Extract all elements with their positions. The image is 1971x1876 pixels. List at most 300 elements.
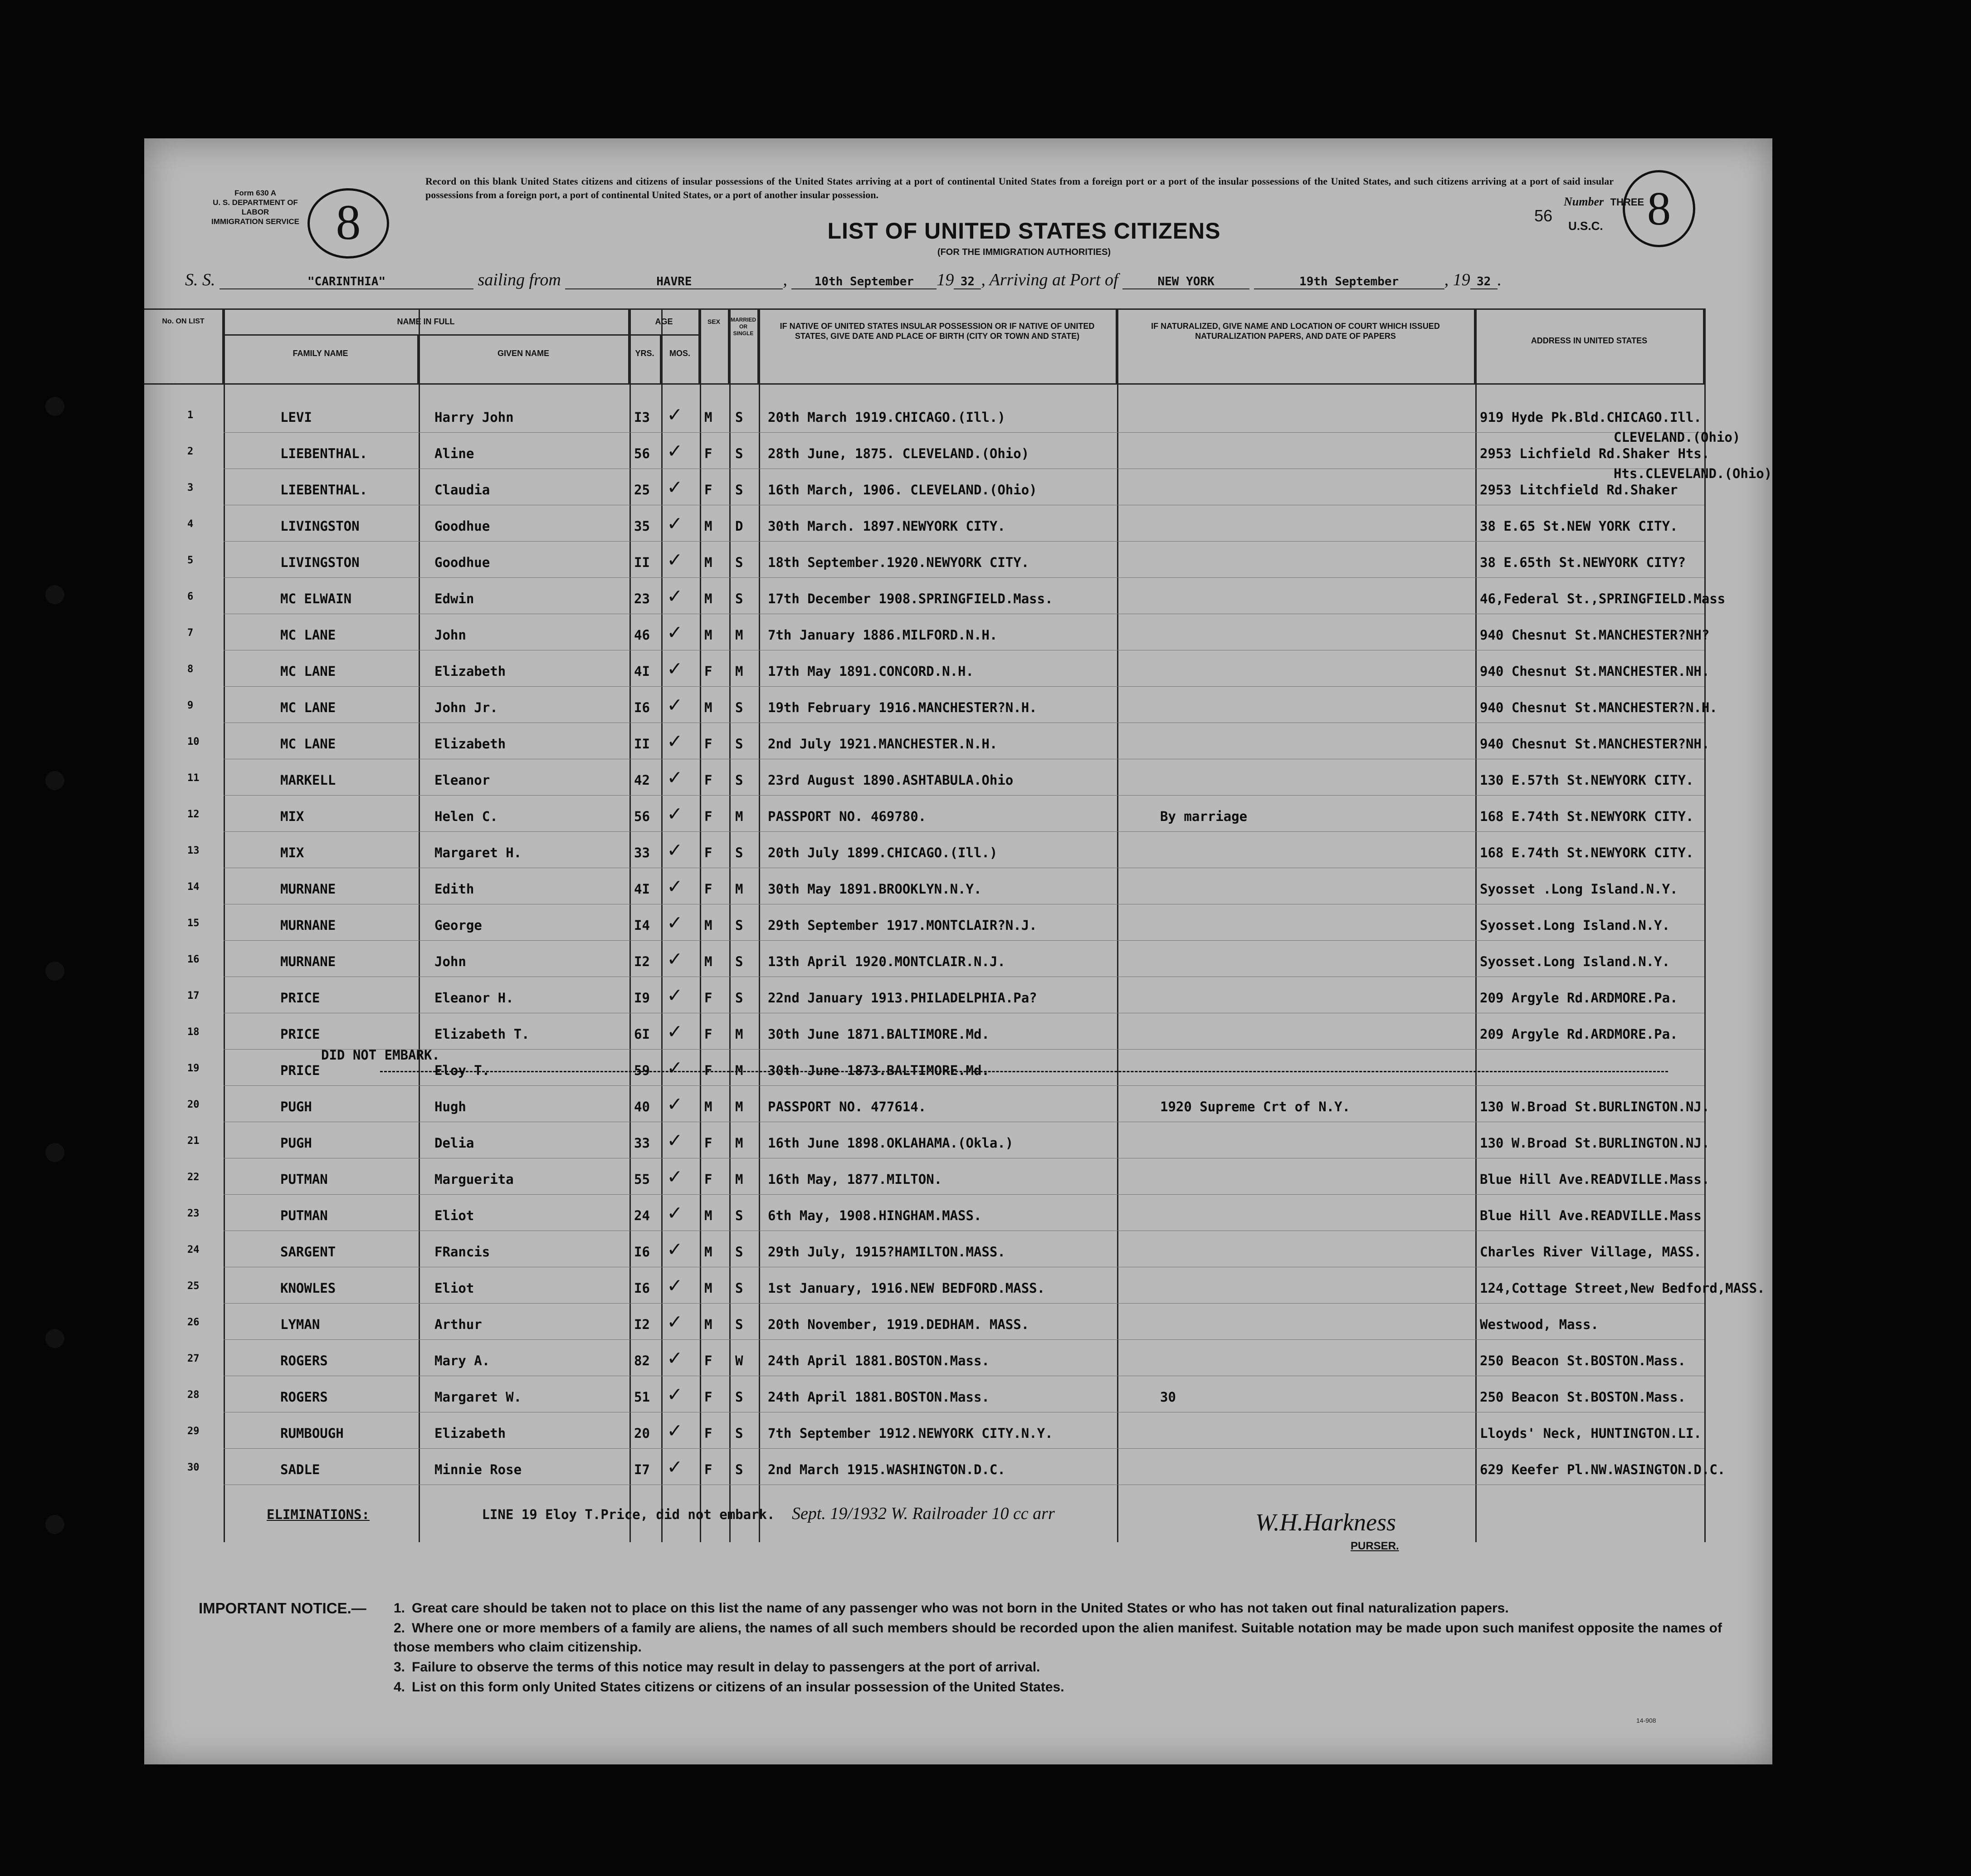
row-rule — [224, 795, 1704, 796]
table-row — [144, 506, 1772, 542]
row-number: 30 — [187, 1462, 200, 1473]
sex: M — [704, 1244, 712, 1260]
marital-status: S — [735, 410, 743, 425]
marital-status: S — [735, 482, 743, 498]
given-name: Helen C. — [434, 809, 498, 824]
form-number: 14-908 — [1636, 1717, 1656, 1724]
check-mark-icon: ✓ — [668, 1127, 681, 1153]
check-mark-icon: ✓ — [668, 1454, 681, 1479]
row-number: 20 — [187, 1099, 200, 1110]
family-name: LIEBENTHAL. — [280, 482, 368, 498]
address: Syosset.Long Island.N.Y. — [1480, 918, 1670, 933]
age-years: I2 — [634, 1317, 650, 1332]
table-row — [144, 832, 1772, 869]
table-row — [144, 905, 1772, 941]
marital-status: M — [735, 1099, 743, 1114]
col-header-address: ADDRESS IN UNITED STATES — [1475, 308, 1704, 383]
given-name: Eleanor H. — [434, 990, 514, 1006]
birth-info: 20th November, 1919.DEDHAM. MASS. — [768, 1317, 1029, 1332]
col-header-married: MARRIED OR SINGLE — [729, 308, 759, 383]
address: Westwood, Mass. — [1480, 1317, 1599, 1332]
family-name: PRICE — [280, 1063, 320, 1078]
row-number: 5 — [187, 555, 194, 566]
given-name: Mary A. — [434, 1353, 490, 1368]
birth-info: 30th June 1873.BALTIMORE.Md. — [768, 1063, 990, 1078]
marital-status: S — [735, 700, 743, 715]
birth-info: 6th May, 1908.HINGHAM.MASS. — [768, 1208, 982, 1223]
sex: M — [704, 1280, 712, 1296]
eliminations-line — [267, 1504, 1718, 1524]
marital-status: S — [735, 1208, 743, 1223]
birth-info: 17th May 1891.CONCORD.N.H. — [768, 664, 974, 679]
sex: F — [704, 809, 712, 824]
sex: M — [704, 410, 712, 425]
family-name: MC ELWAIN — [280, 591, 352, 606]
birth-info: 7th September 1912.NEWYORK CITY.N.Y. — [768, 1426, 1053, 1441]
sex: F — [704, 1135, 712, 1151]
depart-year: 32 — [954, 275, 981, 289]
marital-status: S — [735, 990, 743, 1006]
row-number: 29 — [187, 1426, 200, 1437]
col-header-given: GIVEN NAME — [419, 336, 629, 383]
age-years: 56 — [634, 446, 650, 461]
given-name: Eloy T. — [434, 1063, 490, 1078]
table-row — [144, 542, 1772, 578]
given-name: Delia — [434, 1135, 474, 1151]
sex: M — [704, 627, 712, 643]
row-rule — [224, 1194, 1704, 1195]
sex: M — [704, 518, 712, 534]
birth-info: PASSPORT NO. 477614. — [768, 1099, 927, 1114]
naturalization: 30 — [1160, 1389, 1176, 1405]
marital-status: S — [735, 555, 743, 570]
sex: F — [704, 772, 712, 788]
check-mark-icon: ✓ — [668, 982, 681, 1007]
row-rule — [224, 686, 1704, 687]
address: 940 Chesnut St.MANCHESTER?N.H. — [1480, 700, 1717, 715]
birth-info: 30th June 1871.BALTIMORE.Md. — [768, 1026, 990, 1042]
depart-year-prefix: 19 — [937, 270, 954, 289]
table-row — [144, 1047, 1772, 1086]
age-years: 6I — [634, 1026, 650, 1042]
birth-info: PASSPORT NO. 469780. — [768, 809, 927, 824]
table-row — [144, 1304, 1772, 1340]
address: 940 Chesnut St.MANCHESTER?NH. — [1480, 736, 1710, 752]
purser-label: PURSER. — [1351, 1540, 1399, 1552]
sex: F — [704, 1063, 712, 1078]
sex: F — [704, 446, 712, 461]
table-row — [144, 977, 1772, 1014]
marital-status: M — [735, 881, 743, 897]
notice-item: 2. Where one or more members of a family are aliens, the names of all such members should be recorded upon the alien manifest. Suitable notation may be made upon such manifest opposite the names of those members who claim citizenship. — [394, 1621, 1722, 1655]
age-years: 4I — [634, 881, 650, 897]
birth-info: 30th May 1891.BROOKLYN.N.Y. — [768, 881, 982, 897]
given-name: FRancis — [434, 1244, 490, 1260]
eliminations-label: ELIMINATIONS: — [267, 1507, 370, 1522]
given-name: Margaret H. — [434, 845, 522, 860]
sex: F — [704, 1172, 712, 1187]
family-name: MC LANE — [280, 736, 336, 752]
address: 2953 Litchfield Rd.Shaker — [1480, 482, 1678, 498]
birth-info: 20th July 1899.CHICAGO.(Ill.) — [768, 845, 998, 860]
age-years: II — [634, 555, 650, 570]
sex: M — [704, 1317, 712, 1332]
check-mark-icon: ✓ — [668, 547, 681, 572]
row-number: 16 — [187, 954, 200, 965]
marital-status: M — [735, 1026, 743, 1042]
birth-info: 7th January 1886.MILFORD.N.H. — [768, 627, 998, 643]
age-years: I3 — [634, 410, 650, 425]
row-number: 9 — [187, 700, 194, 711]
address: Blue Hill Ave.READVILLE.Mass. — [1480, 1172, 1710, 1187]
age-years: 40 — [634, 1099, 650, 1114]
row-number: 14 — [187, 881, 200, 893]
table-row — [144, 615, 1772, 651]
row-number: 10 — [187, 736, 200, 747]
address: 168 E.74th St.NEWYORK CITY. — [1480, 809, 1694, 824]
address: 940 Chesnut St.MANCHESTER.NH. — [1480, 664, 1710, 679]
check-mark-icon: ✓ — [668, 873, 681, 899]
ship-name: "CARINTHIA" — [220, 275, 473, 289]
sex: F — [704, 881, 712, 897]
row-rule — [224, 1303, 1704, 1304]
sex: M — [704, 700, 712, 715]
given-name: Claudia — [434, 482, 490, 498]
row-number: 24 — [187, 1244, 200, 1256]
family-name: MURNANE — [280, 881, 336, 897]
row-note: DID NOT EMBARK. — [321, 1047, 440, 1063]
row-number: 27 — [187, 1353, 200, 1364]
address: 629 Keefer Pl.NW.WASINGTON.D.C. — [1480, 1462, 1726, 1477]
row-number: 19 — [187, 1063, 200, 1074]
address: Syosset.Long Island.N.Y. — [1480, 954, 1670, 969]
family-name: PUTMAN — [280, 1208, 328, 1223]
birth-info: 28th June, 1875. CLEVELAND.(Ohio) — [768, 446, 1029, 461]
address: 130 W.Broad St.BURLINGTON.NJ. — [1480, 1099, 1710, 1114]
arrive-year: 32 — [1470, 275, 1498, 289]
table-row — [144, 1086, 1772, 1123]
row-rule — [224, 1339, 1704, 1340]
marital-status: M — [735, 1135, 743, 1151]
birth-info: 16th March, 1906. CLEVELAND.(Ohio) — [768, 482, 1037, 498]
page-number: 56 — [1534, 206, 1553, 225]
family-name: SARGENT — [280, 1244, 336, 1260]
check-mark-icon: ✓ — [668, 1345, 681, 1370]
family-name: RUMBOUGH — [280, 1426, 344, 1441]
table-row — [144, 796, 1772, 832]
given-name: Margaret W. — [434, 1389, 522, 1405]
age-years: 56 — [634, 809, 650, 824]
age-years: I6 — [634, 1244, 650, 1260]
family-name: MURNANE — [280, 918, 336, 933]
table-row — [144, 397, 1772, 433]
check-mark-icon: ✓ — [668, 946, 681, 971]
address: Charles River Village, MASS. — [1480, 1244, 1702, 1260]
strike-through-line — [380, 1071, 1668, 1072]
marital-status: S — [735, 1244, 743, 1260]
family-name: MC LANE — [280, 627, 336, 643]
row-number: 17 — [187, 990, 200, 1002]
col-header-yrs: YRS. — [629, 336, 661, 383]
binder-hole — [45, 585, 64, 604]
given-name: Goodhue — [434, 555, 490, 570]
header-bottom-rule — [144, 383, 1704, 385]
check-mark-icon: ✓ — [668, 1417, 681, 1443]
family-name: LIVINGSTON — [280, 555, 360, 570]
family-name: MARKELL — [280, 772, 336, 788]
naturalization: By marriage — [1160, 809, 1248, 824]
row-rule — [224, 1448, 1704, 1449]
notice-item: 4. List on this form only United States citizens or citizens of an insular possession of the United States. — [394, 1680, 1064, 1695]
family-name: LIEBENTHAL. — [280, 446, 368, 461]
given-name: Eleanor — [434, 772, 490, 788]
manifest-sheet — [144, 138, 1772, 1764]
row-number: 12 — [187, 809, 200, 820]
sex: M — [704, 954, 712, 969]
arrive-year-prefix: 19 — [1453, 270, 1470, 289]
birth-info: 29th September 1917.MONTCLAIR?N.J. — [768, 918, 1037, 933]
marital-status: M — [735, 664, 743, 679]
check-mark-icon: ✓ — [668, 583, 681, 608]
birth-info: 20th March 1919.CHICAGO.(Ill.) — [768, 410, 1005, 425]
table-row — [144, 1014, 1772, 1050]
row-number: 28 — [187, 1389, 200, 1401]
col-header-name-in-full: NAME IN FULL — [224, 308, 629, 336]
age-years: 42 — [634, 772, 650, 788]
notice-lead: IMPORTANT NOTICE.— — [199, 1600, 366, 1617]
birth-info: 19th February 1916.MANCHESTER?N.H. — [768, 700, 1037, 715]
circled-number-right: 8 — [1623, 170, 1695, 247]
family-name: MIX — [280, 809, 304, 824]
notice-item: 3. Failure to observe the terms of this notice may result in delay to passengers at the port of arrival. — [394, 1660, 1040, 1675]
given-name: Eliot — [434, 1208, 474, 1223]
family-name: LEVI — [280, 410, 312, 425]
given-name: Eliot — [434, 1280, 474, 1296]
marital-status: M — [735, 1172, 743, 1187]
table-row — [144, 1268, 1772, 1304]
table-row — [144, 1449, 1772, 1485]
marital-status: D — [735, 518, 743, 534]
depart-date: 10th September — [791, 275, 937, 289]
binder-hole — [45, 1329, 64, 1348]
table-row — [144, 430, 1772, 469]
page-title: LIST OF UNITED STATES CITIZENS — [827, 218, 1221, 244]
notice-item-text: List on this form only United States citizens or citizens of an insular possession of the United States. — [412, 1680, 1064, 1695]
age-years: 24 — [634, 1208, 650, 1223]
family-name: ROGERS — [280, 1353, 328, 1368]
birth-info: 16th June 1898.OKLAHAMA.(Okla.) — [768, 1135, 1014, 1151]
number-value: THREE — [1610, 196, 1644, 208]
marital-status: S — [735, 1462, 743, 1477]
check-mark-icon: ✓ — [668, 474, 681, 499]
row-rule — [224, 1049, 1704, 1050]
address: 130 W.Broad St.BURLINGTON.NJ. — [1480, 1135, 1710, 1151]
given-name: Aline — [434, 446, 474, 461]
check-mark-icon: ✓ — [668, 1309, 681, 1334]
address: Lloyds' Neck, HUNTINGTON.LI. — [1480, 1426, 1702, 1441]
check-mark-icon: ✓ — [668, 764, 681, 790]
row-number: 2 — [187, 446, 194, 457]
sex: M — [704, 591, 712, 606]
age-years: I6 — [634, 1280, 650, 1296]
number-label: Number — [1564, 195, 1604, 208]
ss-label: S. S. — [185, 270, 215, 289]
birth-info: 2nd July 1921.MANCHESTER.N.H. — [768, 736, 998, 752]
table-row — [144, 1195, 1772, 1231]
address-continued: Hts.CLEVELAND.(Ohio) — [1614, 466, 1772, 481]
check-mark-icon: ✓ — [668, 909, 681, 935]
age-years: I6 — [634, 700, 650, 715]
circled-number-left: 8 — [307, 188, 389, 259]
sex: M — [704, 1208, 712, 1223]
sex: F — [704, 1426, 712, 1441]
age-years: 35 — [634, 518, 650, 534]
col-header-naturalized: IF NATURALIZED, GIVE NAME AND LOCATION OF COURT WHICH ISSUED NATURALIZATION PAPERS, AND DATE OF PAPERS — [1117, 308, 1475, 383]
given-name: Hugh — [434, 1099, 466, 1114]
arrive-date: 19th September — [1254, 275, 1444, 289]
row-number: 13 — [187, 845, 200, 856]
row-number: 25 — [187, 1280, 200, 1292]
family-name: PRICE — [280, 1026, 320, 1042]
row-number: 22 — [187, 1172, 200, 1183]
sex: F — [704, 845, 712, 860]
table-row — [144, 1231, 1772, 1268]
sex: F — [704, 482, 712, 498]
family-name: MC LANE — [280, 664, 336, 679]
family-name: PUTMAN — [280, 1172, 328, 1187]
row-number: 8 — [187, 664, 194, 675]
table-row — [144, 651, 1772, 687]
col-header-family: FAMILY NAME — [224, 336, 419, 383]
family-name: MC LANE — [280, 700, 336, 715]
check-mark-icon: ✓ — [668, 1236, 681, 1261]
address: 130 E.57th St.NEWYORK CITY. — [1480, 772, 1694, 788]
row-number: 1 — [187, 410, 194, 421]
purser-signature: W.H.Harkness — [1255, 1509, 1396, 1536]
col-header-no: No. ON LIST — [144, 308, 224, 383]
family-name: PUGH — [280, 1099, 312, 1114]
birth-info: 29th July, 1915?HAMILTON.MASS. — [768, 1244, 1005, 1260]
birth-info: 17th December 1908.SPRINGFIELD.Mass. — [768, 591, 1053, 606]
given-name: Edith — [434, 881, 474, 897]
age-years: 33 — [634, 1135, 650, 1151]
sex: F — [704, 990, 712, 1006]
birth-info: 23rd August 1890.ASHTABULA.Ohio — [768, 772, 1014, 788]
notice-item-text: Failure to observe the terms of this notice may result in delay to passengers at the port of arrival. — [412, 1660, 1040, 1675]
address: 209 Argyle Rd.ARDMORE.Pa. — [1480, 990, 1678, 1006]
usc-label: U.S.C. — [1568, 219, 1603, 233]
given-name: John Jr. — [434, 700, 498, 715]
given-name: Goodhue — [434, 518, 490, 534]
address: 38 E.65 St.NEW YORK CITY. — [1480, 518, 1678, 534]
address: 209 Argyle Rd.ARDMORE.Pa. — [1480, 1026, 1678, 1042]
age-years: 59 — [634, 1063, 650, 1078]
family-name: KNOWLES — [280, 1280, 336, 1296]
family-name: SADLE — [280, 1462, 320, 1477]
check-mark-icon: ✓ — [668, 1272, 681, 1298]
marital-status: S — [735, 1317, 743, 1332]
form-id-block — [203, 188, 307, 226]
age-years: I7 — [634, 1462, 650, 1477]
table-row — [144, 1123, 1772, 1159]
family-name: MURNANE — [280, 954, 336, 969]
table-row — [144, 1340, 1772, 1377]
address: 168 E.74th St.NEWYORK CITY. — [1480, 845, 1694, 860]
binder-hole — [45, 1143, 64, 1162]
given-name: George — [434, 918, 482, 933]
birth-info: 24th April 1881.BOSTON.Mass. — [768, 1353, 990, 1368]
marital-status: M — [735, 1063, 743, 1078]
birth-info: 1st January, 1916.NEW BEDFORD.MASS. — [768, 1280, 1045, 1296]
marital-status: S — [735, 446, 743, 461]
family-name: ROGERS — [280, 1389, 328, 1405]
marital-status: S — [735, 1426, 743, 1441]
sex: F — [704, 664, 712, 679]
row-number: 11 — [187, 772, 200, 784]
address: Blue Hill Ave.READVILLE.Mass — [1480, 1208, 1702, 1223]
age-years: 82 — [634, 1353, 650, 1368]
row-number: 3 — [187, 482, 194, 493]
page-subtitle: (FOR THE IMMIGRATION AUTHORITIES) — [937, 247, 1111, 257]
arriving-label: Arriving at Port of — [989, 270, 1118, 289]
address: 2953 Lichfield Rd.Shaker Hts. — [1480, 446, 1710, 461]
family-name: LYMAN — [280, 1317, 320, 1332]
binder-hole — [45, 397, 64, 416]
check-mark-icon: ✓ — [668, 692, 681, 717]
check-mark-icon: ✓ — [668, 1091, 681, 1116]
record-instructions: Record on this blank United States citizens and citizens of insular possessions of the United States arriving at a port of continental United States from a foreign port or a port of the insular possessions of the United States, and such citizens arriving at a port of said insular possessions from a foreign port, a port of continental United States, or a port of another insular possession. — [425, 176, 1614, 200]
form-id-line: U. S. DEPARTMENT OF LABOR — [213, 198, 298, 216]
marital-status: S — [735, 918, 743, 933]
check-mark-icon: ✓ — [668, 1200, 681, 1225]
check-mark-icon: ✓ — [668, 728, 681, 753]
notice-item-text: Where one or more members of a family are aliens, the names of all such members should be recorded upon the alien manifest. Suitable notation may be made upon such manifest opposite the names of those members who claim citizenship. — [394, 1621, 1722, 1655]
given-name: Edwin — [434, 591, 474, 606]
sex: F — [704, 736, 712, 752]
sex: F — [704, 1462, 712, 1477]
birth-info: 24th April 1881.BOSTON.Mass. — [768, 1389, 990, 1405]
table-row — [144, 869, 1772, 905]
given-name: Harry John — [434, 410, 514, 425]
family-name: PUGH — [280, 1135, 312, 1151]
notice-item-text: Great care should be taken not to place on this list the name of any passenger who was not born in the United States or who has not taken out final naturalization papers. — [412, 1601, 1509, 1616]
row-number: 6 — [187, 591, 194, 602]
check-mark-icon: ✓ — [668, 510, 681, 536]
address: 919 Hyde Pk.Bld.CHICAGO.Ill. — [1480, 410, 1702, 425]
check-mark-icon: ✓ — [668, 1163, 681, 1189]
handwritten-annotation: Sept. 19/1932 W. Railroader 10 cc arr — [791, 1504, 1055, 1523]
address: 46,Federal St.,SPRINGFIELD.Mass — [1480, 591, 1726, 606]
row-rule — [224, 940, 1704, 941]
row-rule — [224, 577, 1704, 578]
sailing-label: sailing from — [478, 270, 561, 289]
check-mark-icon: ✓ — [668, 801, 681, 826]
table-row — [144, 687, 1772, 723]
birth-info: 18th September.1920.NEWYORK CITY. — [768, 555, 1029, 570]
form-id-line: Form 630 A — [234, 189, 276, 197]
row-rule — [224, 1085, 1704, 1086]
address: 38 E.65th St.NEWYORK CITY? — [1480, 555, 1686, 570]
given-name: John — [434, 627, 466, 643]
table-row — [144, 1159, 1772, 1195]
binder-hole — [45, 962, 64, 981]
sex: F — [704, 1389, 712, 1405]
row-number: 21 — [187, 1135, 200, 1147]
row-number: 18 — [187, 1026, 200, 1038]
table-row — [144, 723, 1772, 760]
sex: M — [704, 918, 712, 933]
binder-hole — [45, 771, 64, 790]
